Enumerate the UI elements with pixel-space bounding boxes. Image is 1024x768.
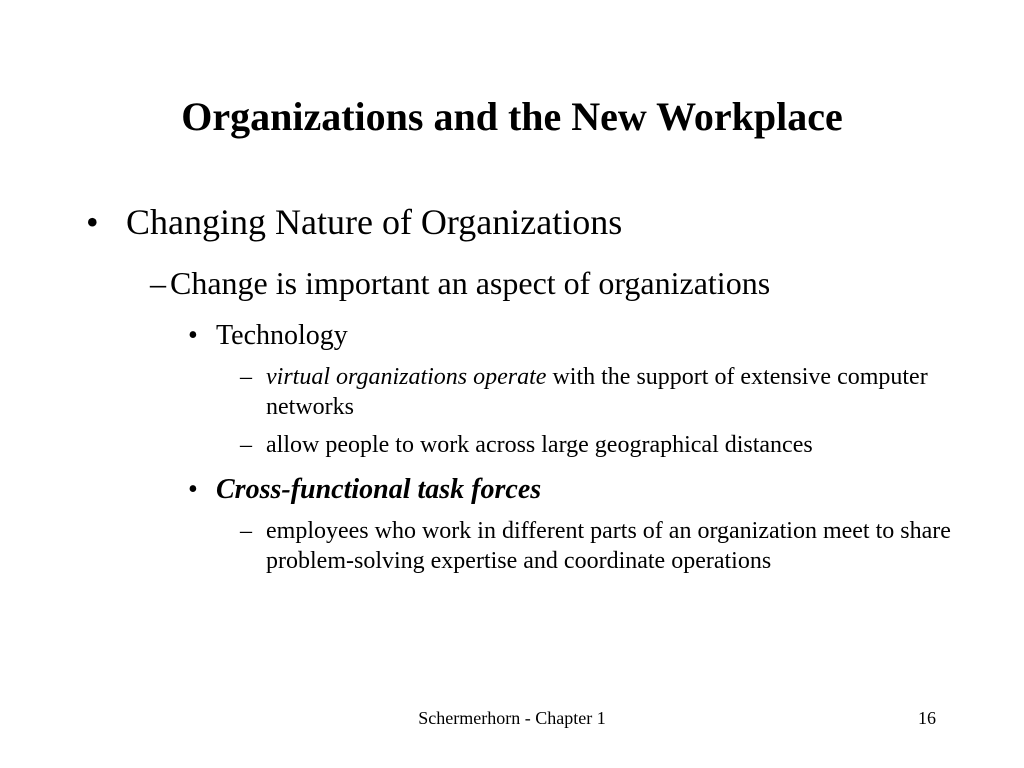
- technology-item-2-text: allow people to work across large geographical distances: [266, 432, 813, 458]
- technology-label: Technology: [216, 320, 348, 351]
- bullet-level1-text: Changing Nature of Organizations: [126, 202, 623, 242]
- bullet-dash: –: [240, 518, 252, 544]
- bullet-dash: –: [240, 432, 252, 458]
- page-number: 16: [918, 708, 936, 728]
- footer-source: Schermerhorn - Chapter 1: [418, 708, 606, 728]
- slide-title: Organizations and the New Workplace: [181, 94, 843, 139]
- cross-functional-item-1-text: employees who work in different parts of an organization meet to share problem-solving expertise and coordinate operations: [266, 518, 951, 574]
- technology-item-1-emphasis: virtual organizations operate: [266, 364, 547, 390]
- bullet-dash: –: [240, 364, 252, 390]
- technology-item-1-rest: with the support of extensive computer networks: [266, 364, 928, 420]
- bullet-dot: •: [188, 474, 198, 505]
- cross-functional-label: Cross-functional task forces: [216, 474, 542, 505]
- bullet-dot: •: [86, 202, 99, 242]
- bullet-dot: •: [188, 320, 198, 351]
- technology-item-1-text: [266, 362, 956, 422]
- bullet-level2-text: Change is important an aspect of organizations: [170, 265, 771, 301]
- bullet-dash: –: [150, 265, 166, 301]
